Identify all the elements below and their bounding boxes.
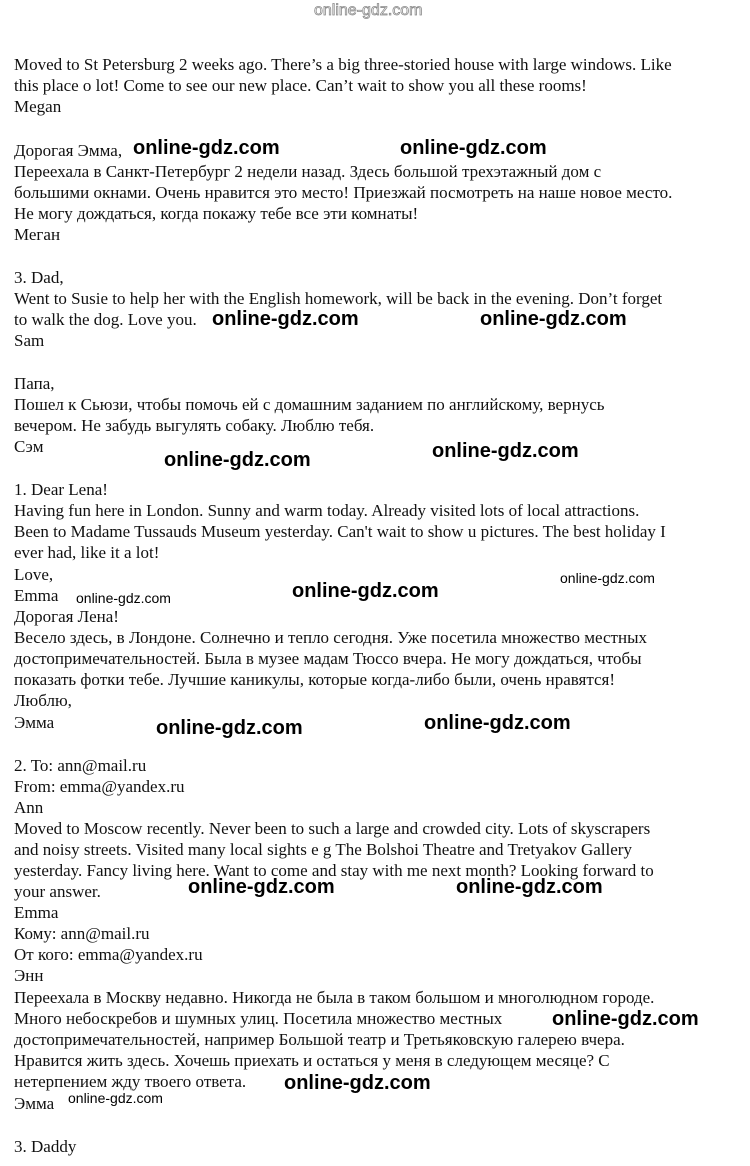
text-line: 2. To: ann@mail.ru	[14, 756, 147, 775]
text-line: 1. Dear Lena!	[14, 480, 108, 499]
text-line: Много небоскребов и шумных улиц. Посетила множество местных	[14, 1009, 503, 1028]
watermark-text: online-gdz.com	[188, 876, 335, 898]
watermark-text-small: online-gdz.com	[560, 570, 655, 586]
watermark-text: online-gdz.com	[133, 137, 280, 159]
text-line: Нравится жить здесь. Хочешь приехать и остаться у меня в следующем месяце? С	[14, 1051, 610, 1070]
watermark-text: online-gdz.com	[164, 449, 311, 471]
text-line: Дорогая Лена!	[14, 607, 119, 626]
text-line: ever had, like it a lot!	[14, 543, 160, 562]
watermark-text-small: online-gdz.com	[68, 1090, 163, 1106]
watermark-text: online-gdz.com	[456, 876, 603, 898]
text-line: Moved to Moscow recently. Never been to such a large and crowded city. Lots of skyscrapers	[14, 819, 651, 838]
text-line: Папа,	[14, 374, 55, 393]
text-line: 3. Dad,	[14, 268, 64, 287]
text-line: Пошел к Сьюзи, чтобы помочь ей с домашним заданием по английскому, вернусь	[14, 395, 605, 414]
text-line: Люблю,	[14, 691, 72, 710]
watermark-text: online-gdz.com	[284, 1072, 431, 1094]
text-line: Megan	[14, 97, 62, 116]
watermark-text: online-gdz.com	[156, 717, 303, 739]
text-line: Кому: ann@mail.ru	[14, 924, 150, 943]
watermark-text: online-gdz.com	[552, 1008, 699, 1030]
watermark-text: online-gdz.com	[400, 137, 547, 159]
text-line: to walk the dog. Love you.	[14, 310, 197, 329]
watermark-text: online-gdz.com	[432, 440, 579, 462]
text-line: Эмма	[14, 1094, 55, 1113]
text-line: your answer.	[14, 882, 101, 901]
text-line: Emma	[14, 903, 59, 922]
text-line: Меган	[14, 225, 61, 244]
text-line: Переехала в Москву недавно. Никогда не была в таком большом и многолюдном городе.	[14, 988, 655, 1007]
text-line: достопримечательностей. Была в музее мадам Тюссо вчера. Не могу дождаться, чтобы	[14, 649, 642, 668]
text-line: Эмма	[14, 713, 55, 732]
text-line: Переехала в Санкт-Петербург 2 недели назад. Здесь большой трехэтажный дом с	[14, 162, 602, 181]
text-line: 3. Daddy	[14, 1137, 77, 1156]
text-line: yesterday. Fancy living here. Want to come and stay with me next month? Looking forward to	[14, 861, 654, 880]
text-line: From: emma@yandex.ru	[14, 777, 185, 796]
text-line: and noisy streets. Visited many local sights e g The Bolshoi Theatre and Tretyakov Gallery	[14, 840, 632, 859]
text-line: Been to Madame Tussauds Museum yesterday. Can't wait to show u pictures. The best holiday I	[14, 522, 666, 541]
text-line: Весело здесь, в Лондоне. Солнечно и тепло сегодня. Уже посетила множество местных	[14, 628, 647, 647]
text-line: Sam	[14, 331, 45, 350]
text-line: Having fun here in London. Sunny and warm today. Already visited lots of local attractions.	[14, 501, 640, 520]
text-line: нетерпением жду твоего ответа.	[14, 1072, 247, 1091]
text-line: this place o lot! Come to see our new place. Can’t wait to show you all these rooms!	[14, 76, 587, 95]
text-line: Сэм	[14, 437, 44, 456]
text-line: Ann	[14, 798, 44, 817]
watermark-text: online-gdz.com	[480, 308, 627, 330]
text-line: Love,	[14, 565, 54, 584]
watermark-text-small: online-gdz.com	[76, 590, 171, 606]
top-watermark: online-gdz.com	[314, 2, 423, 19]
text-line: показать фотки тебе. Лучшие каникулы, которые когда-либо были, очень нравятся!	[14, 670, 616, 689]
text-line: большими окнами. Очень нравится это место! Приезжай посмотреть на наше новое место.	[14, 183, 673, 202]
text-line: Энн	[14, 966, 44, 985]
watermark-text: online-gdz.com	[292, 580, 439, 602]
text-line: Went to Susie to help her with the English homework, will be back in the evening. Don’t forget	[14, 289, 663, 308]
text-line: Emma	[14, 586, 59, 605]
text-line: вечером. Не забудь выгулять собаку. Люблю тебя.	[14, 416, 375, 435]
text-line: Не могу дождаться, когда покажу тебе все эти комнаты!	[14, 204, 419, 223]
text-line: Moved to St Petersburg 2 weeks ago. There’s a big three-storied house with large windows. Like	[14, 55, 672, 74]
text-line: От кого: emma@yandex.ru	[14, 945, 203, 964]
text-line: Дорогая Эмма,	[14, 141, 123, 160]
text-line: достопримечательностей, например Большой театр и Третьяковскую галерею вчера.	[14, 1030, 625, 1049]
watermark-text: online-gdz.com	[212, 308, 359, 330]
watermark-text: online-gdz.com	[424, 712, 571, 734]
